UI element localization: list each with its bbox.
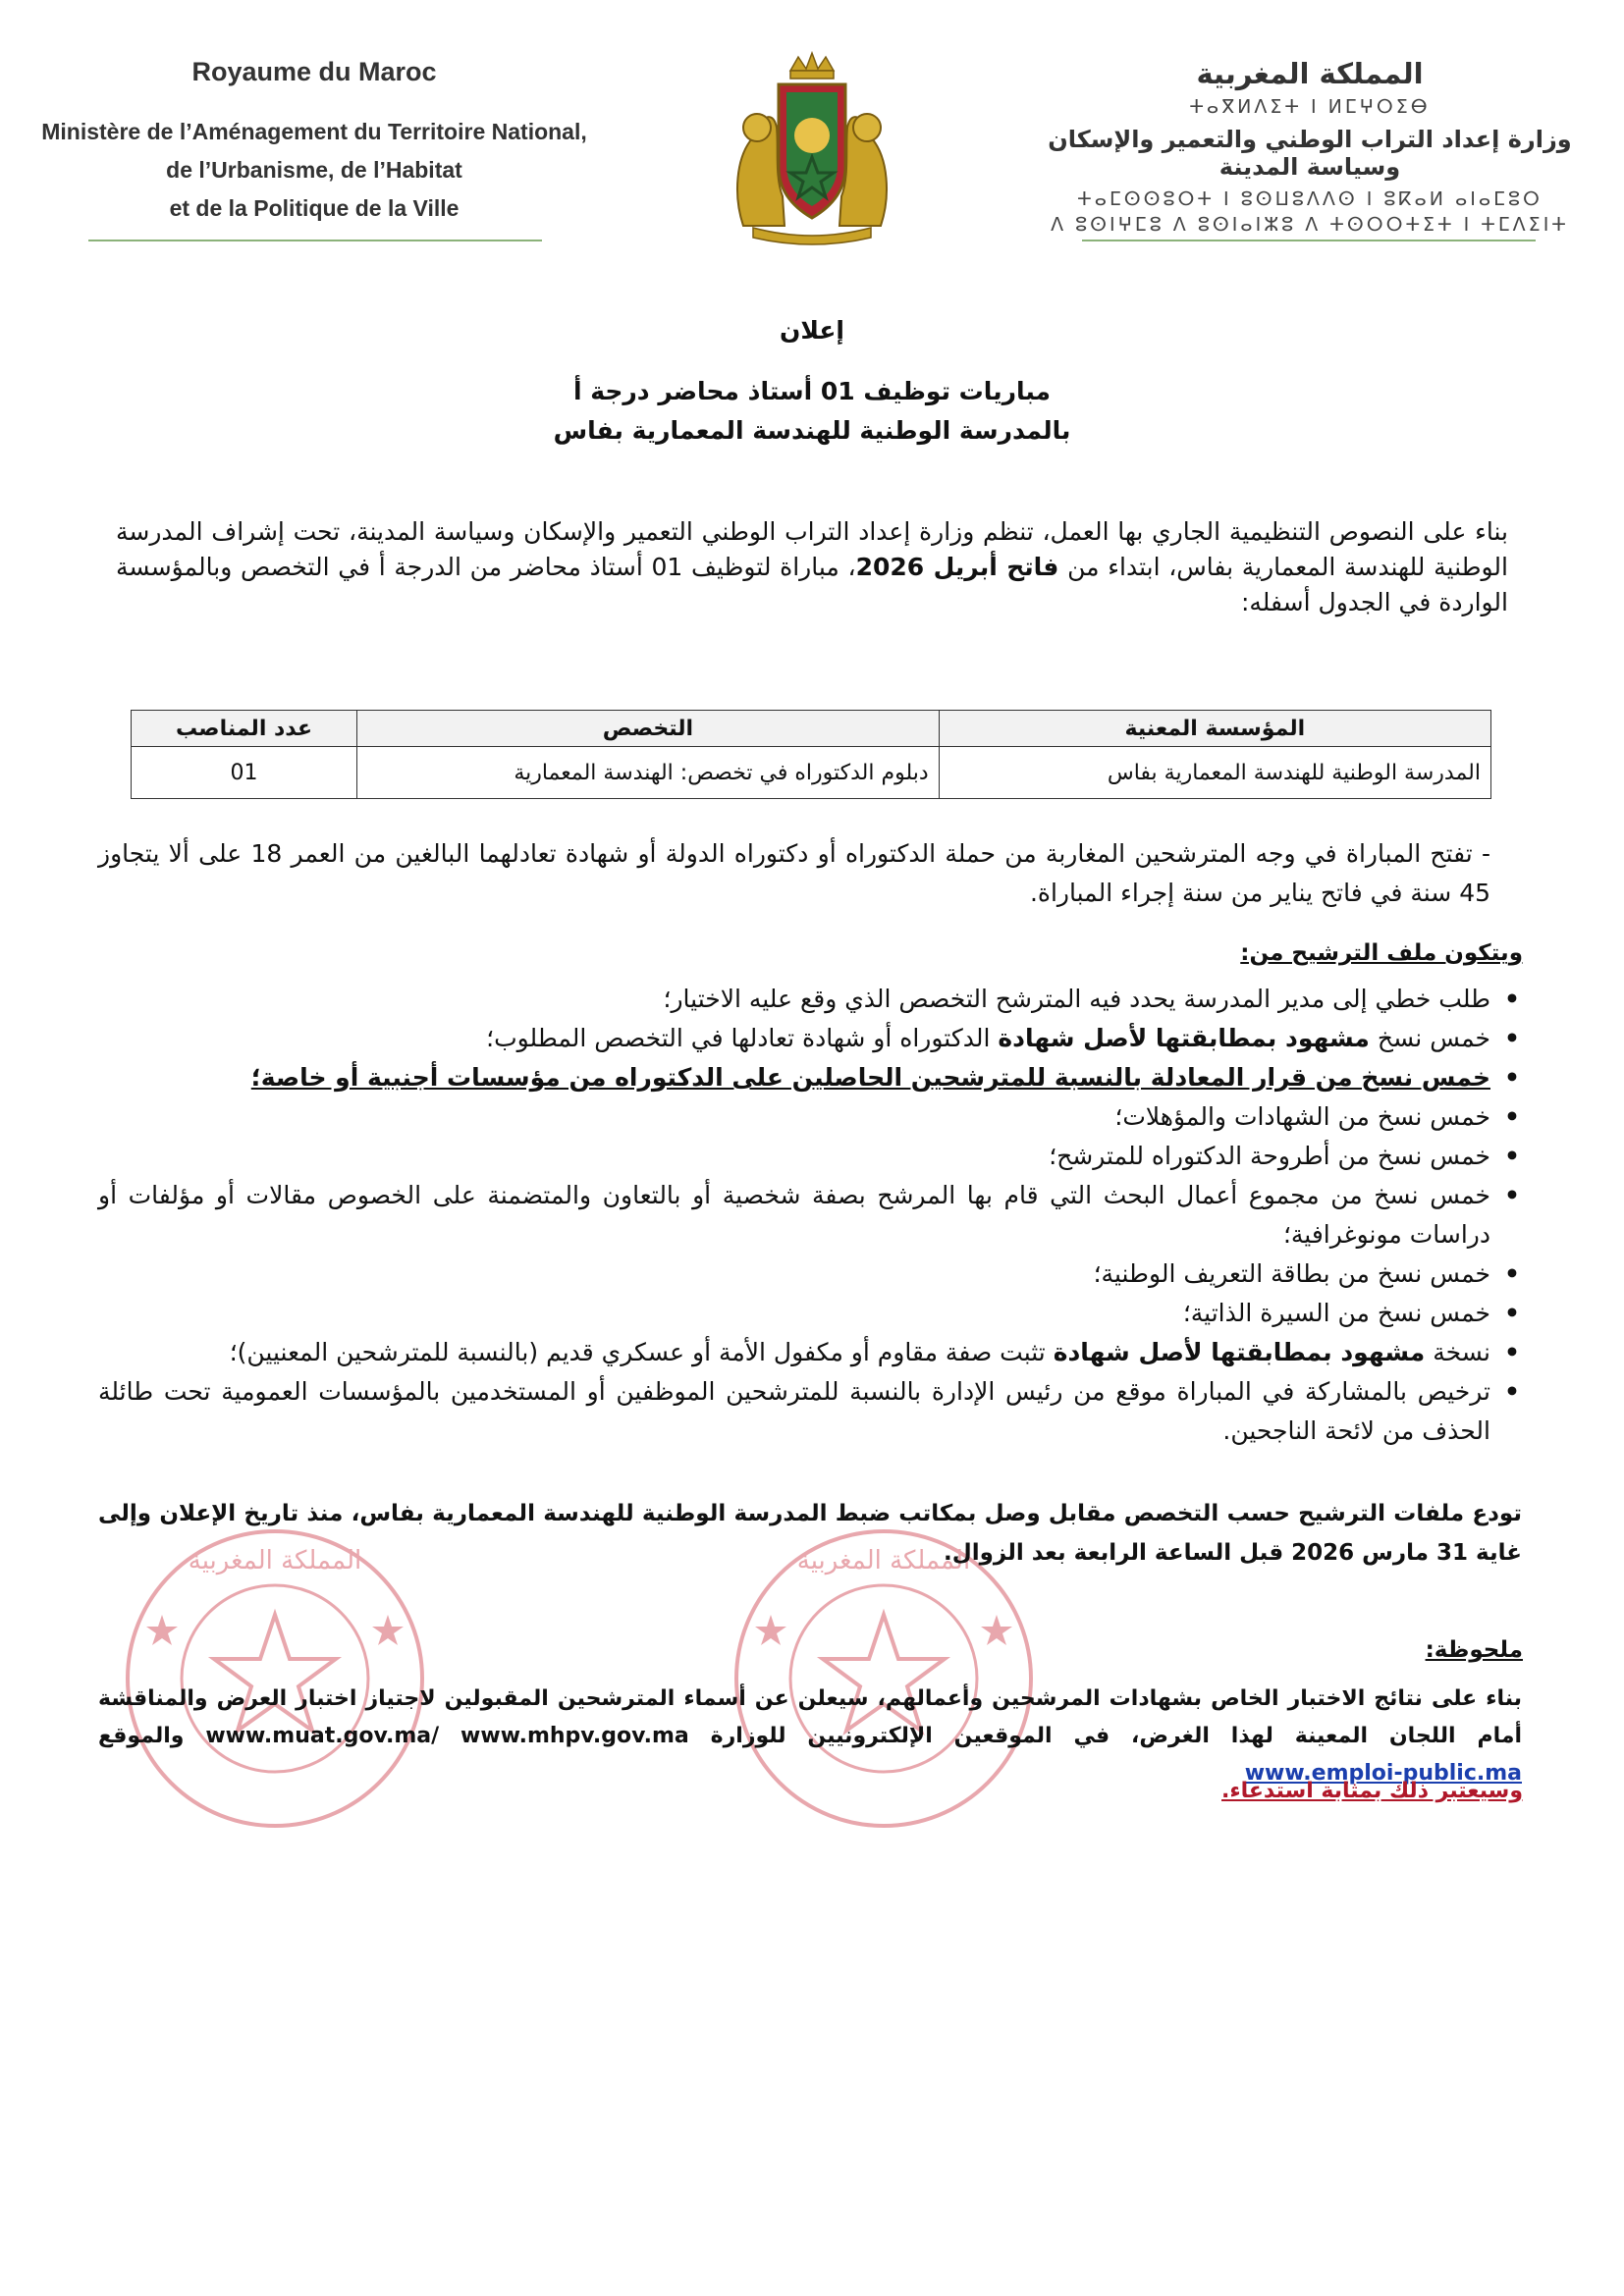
note-paragraph [98,1681,1522,1792]
table-row [132,747,1491,799]
note-label: ملحوظة: [1425,1637,1523,1663]
list-item [98,1019,1490,1058]
positions-table [131,710,1491,799]
list-item: • خمس نسخ من قرار المعادلة بالنسبة للمترشحين الحاصلين على الدكتوراه من مؤسسات أجنبية أو خاصة؛ [98,1058,1490,1097]
header-french [39,57,589,228]
item-text: الدكتوراه أو شهادة تعادلها في التخصص المطلوب؛ [486,1024,999,1052]
cell-count: 01 [132,747,357,799]
header-divider-left [88,240,542,241]
ministry-fr-line3: et de la Politique de la Ville [169,195,460,221]
note-text: بناء على نتائج الاختبار الخاص بشهادات المرشحين وأعمالهم، سيعلن عن أسماء المترشحين المقبولين لاجتياز اختبار العرض والمناقشة أمام اللجان المعينة لهذا الغرض، في الموقعين الإلكترونيين للوزارة [98,1686,1523,1748]
cell-institution: المدرسة الوطنية للهندسة المعمارية بفاس [939,747,1490,799]
conditions-paragraph: - تفتح المباراة في وجه المترشحين المغاربة من حملة الدكتوراه أو دكتوراه الدولة أو شهادة تعادلهما البالغين من العمر 18 على ألا يتجاوز 45 سنة في فاتح يناير من سنة إجراء المباراة. [98,839,1490,907]
ministry-ar: وزارة إعداد التراب الوطني والتعمير والإسكان وسياسة المدينة [1048,126,1572,181]
note-and-site: والموقع [98,1724,206,1748]
intro-part2: ، مباراة لتوظيف 01 أستاذ محاضر من الدرجة أ في التخصص وبالمؤسسة الواردة في الجدول أسفله: [116,553,1508,616]
list-item: • خمس نسخ من الشهادات والمؤهلات؛ [98,1097,1490,1137]
header-arabic [1035,57,1585,240]
title-line2: بالمدرسة الوطنية للهندسة المعمارية بفاس [553,416,1071,445]
list-item: • طلب خطي إلى مدير المدرسة يحدد فيه المترشح التخصص الذي وقع عليه الاختيار؛ [98,980,1490,1019]
header-count: عدد المناصب [132,711,357,747]
list-item: • خمس نسخ من أطروحة الدكتوراه للمترشح؛ [98,1137,1490,1176]
ministry-fr-line1: Ministère de l’Aménagement du Territoire National, [41,119,587,144]
convocation-note: وسيعتبر ذلك بمثابة استدعاء. [1221,1779,1523,1803]
ministry-tifinagh-2: ⴷ ⵓⵙⵏⵖⵎⵓ ⴷ ⵓⵙⵏⴰⵏⵣⵓ ⴷ ⵜⵙⵔⵔⵜⵉⵜ ⵏ ⵜⵎⴷⵉⵏⵜ [1051,214,1569,236]
title-line1: مباريات توظيف 01 أستاذ محاضر درجة أ [572,377,1052,405]
emploi-public-link[interactable]: www.emploi-public.ma [1244,1761,1522,1786]
intro-date: فاتح أبريل 2026 [855,553,1059,581]
item-text: تثبت صفة مقاوم أو مكفول الأمة أو عسكري قديم (بالنسبة للمترشحين المعنيين)؛ [229,1338,1054,1366]
ministry-fr-line2: de l’Urbanisme, de l’Habitat [166,157,462,183]
intro-part1: بناء على النصوص التنظيمية الجاري بها العمل، تنظم وزارة إعداد التراب الوطني التعمير والإسكان وسياسة المدينة، تحت إشراف المدرسة الوطنية للهندسة المعمارية بفاس، ابتداء من [116,517,1508,581]
coat-of-arms-icon [714,49,910,245]
list-item: • خمس نسخ من السيرة الذاتية؛ [98,1294,1490,1333]
announcement-title [0,316,1624,451]
ministry-tifinagh-1: ⵜⴰⵎⵙⵙⵓⵔⵜ ⵏ ⵓⵙⵡⵓⴷⴷⵙ ⵏ ⵓⴽⴰⵍ ⴰⵏⴰⵎⵓⵔ [1077,188,1543,210]
list-item: • خمس نسخ من بطاقة التعريف الوطنية؛ [98,1255,1490,1294]
kingdom-fr: Royaume du Maroc [191,57,437,86]
list-item [98,1333,1490,1372]
kingdom-ar: المملكة المغربية [1196,57,1424,90]
announcement-label: إعلان [780,316,844,345]
list-item: • خمس نسخ من مجموع أعمال البحث التي قام بها المرشح بصفة شخصية أو بالتعاون والمتضمنة على الخصوص مقالات أو مؤلفات أو دراسات مونوغرافية؛ [98,1176,1490,1255]
cell-specialty: دبلوم الدكتوراه في تخصص: الهندسة المعمارية [357,747,940,799]
kingdom-tifinagh: ⵜⴰⴳⵍⴷⵉⵜ ⵏ ⵍⵎⵖⵔⵉⴱ [1189,96,1431,118]
header-divider-right [1082,240,1536,241]
header-institution: المؤسسة المعنية [939,711,1490,747]
ministry-websites-link[interactable]: www.muat.gov.ma/ www.mhpv.gov.ma [205,1724,689,1748]
item-text: خمس نسخ [1369,1024,1490,1052]
item-bold: مشهود بمطابقتها لأصل شهادة [998,1024,1370,1052]
deposit-paragraph: تودع ملفات الترشيح حسب التخصص مقابل وصل بمكاتب ضبط المدرسة الوطنية للهندسة المعمارية بفاس، منذ تاريخ الإعلان وإلى غاية 31 مارس 2026 قبل الساعة الرابعة بعد الزوال. [98,1501,1522,1566]
table-header-row [132,711,1491,747]
dossier-title: ويتكون ملف الترشيح من: [1240,940,1523,966]
dossier-list [98,980,1526,1451]
stamp-text: المملكة المغربية [188,1546,362,1575]
list-item: • ترخيص بالمشاركة في المباراة موقع من رئيس الإدارة بالنسبة للمترشحين الموظفين أو المستخدمين بالمؤسسات العمومية تحت طائلة الحذف من لائحة الناجحين. [98,1372,1490,1451]
intro-paragraph [116,514,1508,620]
item-bold: مشهود بمطابقتها لأصل شهادة [1053,1338,1426,1366]
item-text: نسخة [1425,1338,1490,1366]
stamp-text: المملكة المغربية [796,1546,971,1575]
header-specialty: التخصص [357,711,940,747]
